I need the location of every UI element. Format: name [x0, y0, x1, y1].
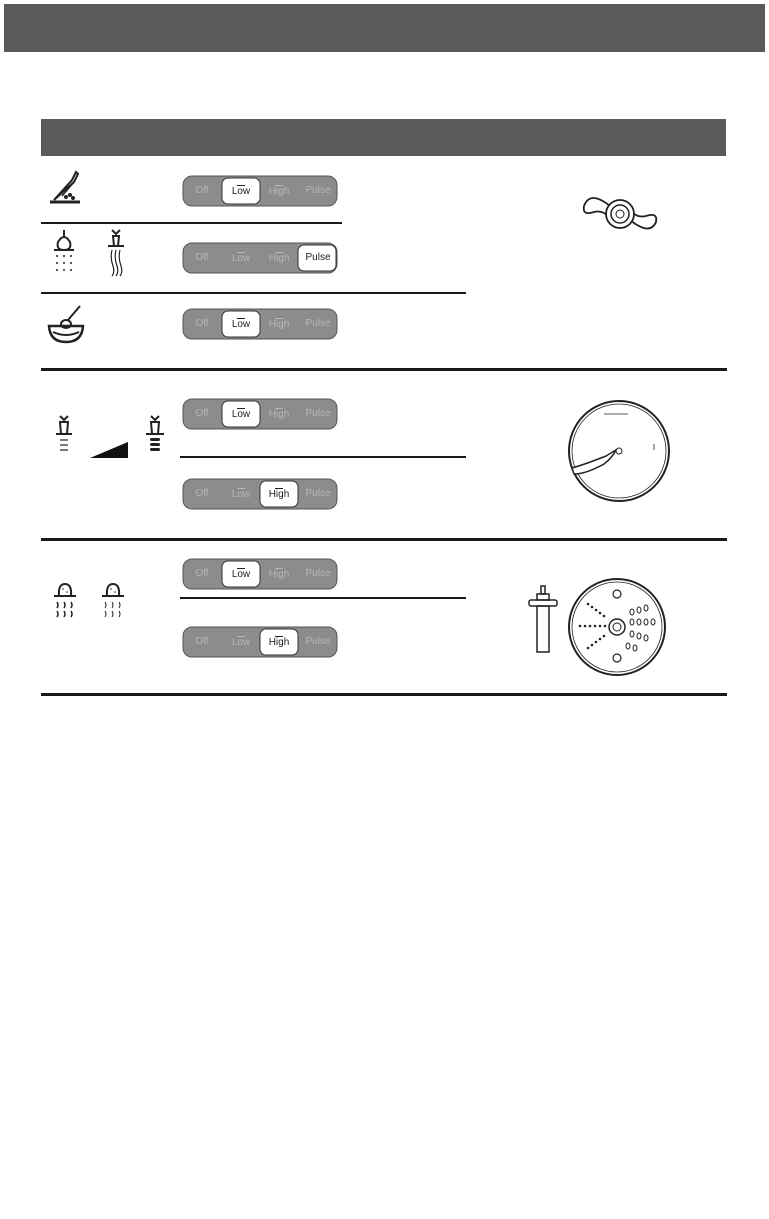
- speed-low-label: Low: [231, 489, 251, 500]
- speed-panel-chop: [182, 175, 338, 207]
- section-divider: [41, 538, 727, 541]
- thickness-wedge-icon: [88, 440, 130, 460]
- speed-low[interactable]: [222, 246, 260, 270]
- speed-panel-shred-low: [182, 558, 338, 590]
- speed-panel-mince: [182, 242, 338, 274]
- speed-off[interactable]: Off: [195, 408, 209, 419]
- speed-panel-mix: [182, 308, 338, 340]
- speed-panel-slice-low: [182, 398, 338, 430]
- speed-off[interactable]: Off: [195, 488, 209, 499]
- speed-pulse[interactable]: Pulse: [305, 488, 331, 499]
- row-divider: [180, 456, 466, 458]
- speed-pulse[interactable]: Pulse: [305, 568, 331, 579]
- speed-pulse[interactable]: Pulse: [305, 636, 331, 647]
- table-header-bar: [41, 119, 726, 156]
- row-divider: [41, 222, 342, 224]
- speed-pulse[interactable]: Pulse: [305, 408, 331, 419]
- onion-mince-icon: [52, 228, 76, 276]
- section-divider: [41, 368, 727, 371]
- speed-low[interactable]: [222, 402, 260, 426]
- speed-off[interactable]: Off: [195, 568, 209, 579]
- section-divider: [41, 693, 727, 696]
- speed-low-label: Low: [231, 569, 251, 580]
- speed-high-label: High: [268, 409, 290, 420]
- speed-high[interactable]: [260, 246, 298, 270]
- speed-pulse[interactable]: Pulse: [305, 252, 331, 263]
- speed-low[interactable]: [222, 482, 260, 506]
- speed-high[interactable]: [260, 630, 298, 654]
- slicing-disc-icon: [566, 398, 672, 504]
- speed-high[interactable]: [260, 562, 298, 586]
- speed-low-label: Low: [231, 253, 251, 264]
- speed-high-label: High: [268, 186, 290, 197]
- speed-high[interactable]: [260, 402, 298, 426]
- speed-low[interactable]: [222, 562, 260, 586]
- speed-off[interactable]: Off: [195, 318, 209, 329]
- speed-high[interactable]: [260, 312, 298, 336]
- carrot-thin-slice-icon: [54, 414, 74, 454]
- speed-high[interactable]: [260, 179, 298, 203]
- speed-pulse[interactable]: Pulse: [305, 185, 331, 196]
- top-header-bar: [4, 4, 765, 52]
- speed-high-label: High: [268, 253, 290, 264]
- multipurpose-blade-icon: [580, 186, 660, 242]
- speed-high[interactable]: [260, 482, 298, 506]
- speed-low[interactable]: [222, 630, 260, 654]
- potato-medium-shred-icon: [100, 582, 126, 622]
- row-divider: [41, 292, 466, 294]
- speed-low[interactable]: [222, 179, 260, 203]
- speed-off[interactable]: Off: [195, 252, 209, 263]
- disc-stem-icon: [528, 584, 558, 654]
- carrot-thick-slice-icon: [144, 414, 166, 454]
- speed-pulse[interactable]: Pulse: [305, 318, 331, 329]
- speed-panel-shred-high: [182, 626, 338, 658]
- speed-off[interactable]: Off: [195, 185, 209, 196]
- speed-off[interactable]: Off: [195, 636, 209, 647]
- bowl-mix-icon: [46, 304, 86, 346]
- carrot-mince-icon: [106, 228, 126, 278]
- speed-high-label: High: [268, 637, 290, 648]
- speed-low-label: Low: [231, 409, 251, 420]
- speed-low-label: Low: [231, 186, 251, 197]
- speed-high-label: High: [268, 489, 290, 500]
- potato-fine-shred-icon: [52, 582, 78, 622]
- speed-high-label: High: [268, 319, 290, 330]
- speed-low-label: Low: [231, 637, 251, 648]
- speed-low[interactable]: [222, 312, 260, 336]
- speed-low-label: Low: [231, 319, 251, 330]
- speed-panel-slice-high: [182, 478, 338, 510]
- chop-icon: [48, 166, 84, 206]
- speed-high-label: High: [268, 569, 290, 580]
- row-divider: [180, 597, 466, 599]
- shredding-disc-icon: [566, 576, 668, 678]
